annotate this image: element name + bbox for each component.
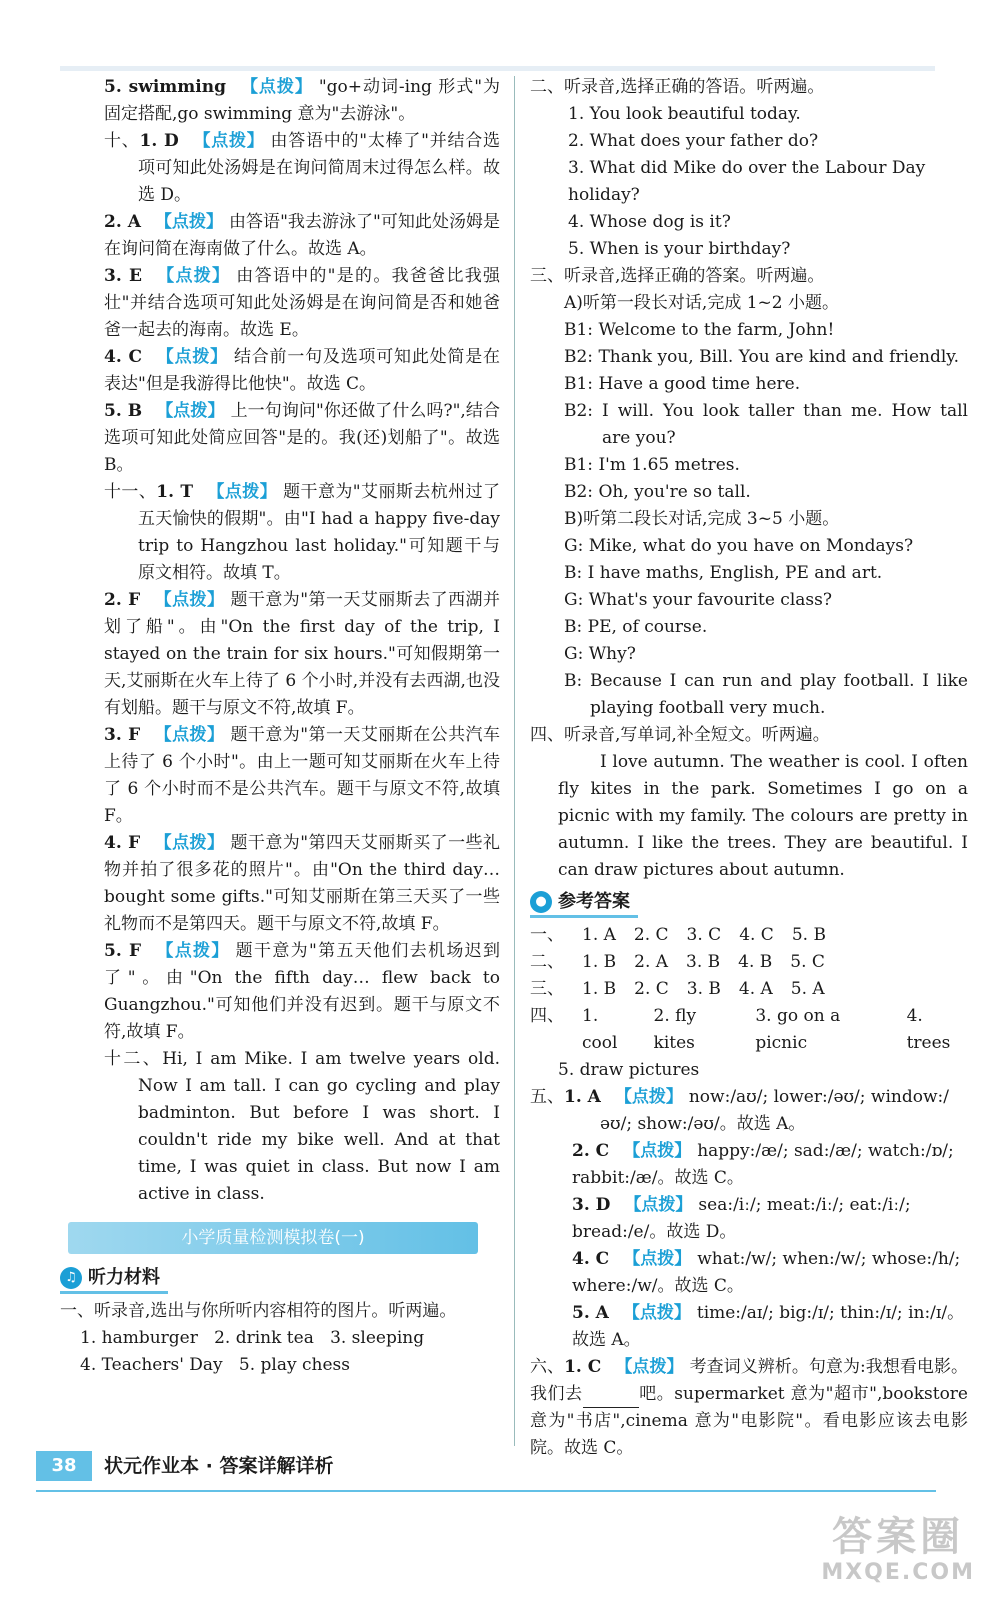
tip-label: 【点拨】 [156, 347, 228, 367]
answer-key: 4. A [738, 979, 773, 999]
list-item: 2. What does your father do? [568, 131, 819, 151]
dialogue-line: B: Because I can run and play football. I like playing football very much. [564, 671, 968, 718]
listening-heading-text: 听力材料 [88, 1267, 160, 1288]
answer-number: 4. C [572, 1249, 610, 1269]
listening-items-row [60, 1325, 500, 1352]
list-item: 4. Whose dog is it? [568, 212, 731, 232]
answer-number: 3. F [104, 725, 141, 745]
answer-row [530, 949, 968, 976]
section-heading: 二、听录音,选择正确的答语。听两遍。 [530, 77, 825, 97]
section-10 [60, 128, 500, 479]
answer-number: 4. F [104, 833, 141, 853]
tip-label: 【点拨】 [154, 212, 224, 232]
answer-item [530, 1246, 968, 1300]
answer-number: 1. T [156, 482, 194, 502]
list-item: 5. When is your birthday? [568, 239, 791, 259]
answer-number: 3. E [104, 266, 142, 286]
row-heading: 二、 [530, 952, 564, 972]
dialogue-line: B2: Oh, you're so tall. [564, 482, 751, 502]
dialogue-line: B: PE, of course. [564, 617, 708, 637]
answer-item [60, 128, 500, 209]
answer-item [530, 1354, 968, 1462]
list-item: 4. Teachers' Day [80, 1355, 223, 1375]
answer-number: 1. D [139, 131, 179, 151]
tip-label: 【点拨】 [154, 590, 225, 610]
answer-text: 吧。supermarket 意为"超市",bookstore 意为"书店",cinema 意为"电影院"。看电影应该去电影院。故选 C。 [530, 1384, 968, 1458]
watermark-logo: 答案圈 [832, 1514, 965, 1560]
answer-number: 5. F [104, 941, 142, 961]
answer-row [530, 922, 968, 949]
answers-heading [530, 888, 968, 918]
answer-key: 4. B [738, 952, 773, 972]
tip-label: 【点拨】 [192, 131, 265, 151]
answer-number: 5. A [572, 1303, 609, 1323]
fill-blank [583, 1389, 639, 1408]
answer-number: 3. D [572, 1195, 611, 1215]
dialogue-line: B1: Have a good time here. [564, 374, 801, 394]
column-divider [514, 76, 515, 1446]
answer-text: 题干意为"第四天艾丽斯买了一些礼物并拍了很多花的照片"。由"On the third day… bought some gifts."可知艾丽斯在第三天买了一些礼物而不是第四天。题干与原文不符,故填 F。 [104, 833, 500, 934]
answer-number: 2. F [104, 590, 141, 610]
list-item: 3. sleeping [330, 1328, 425, 1348]
answer-key: 1. B [582, 952, 617, 972]
answer-item [60, 722, 500, 830]
answer-text: 结合前一句及选项可知此处简是在表达"但是我游得比他快"。故选 C。 [104, 347, 501, 394]
passage-text: I love autumn. The weather is cool. I often fly kites in the park. Sometimes I go on a picnic with my family. The colours are pretty in autumn. I like the trees. They are beautiful. I can draw pictures about autumn. [558, 752, 968, 880]
row-heading: 三、 [530, 979, 564, 999]
tip-label: 【点拨】 [623, 1141, 692, 1161]
answer-number: 5. B [104, 401, 143, 421]
listening-heading-box [60, 1264, 168, 1294]
answer-text: 由答语中的"是的。我爸爸比我强壮"并结合选项可知此处汤姆是在询问简是否和她爸爸一起去的海南。故选 E。 [104, 266, 500, 340]
list-item: 3. What did Mike do over the Labour Day holiday? [568, 158, 926, 205]
answer-key: 1. cool [582, 1006, 618, 1053]
answer-text: 考查词义辨析。句意为:我想看电影。我们去 [530, 1357, 969, 1404]
tip-label: 【点拨】 [154, 725, 225, 745]
answer-item [60, 263, 500, 344]
answer-text: 题干意为"艾丽斯去杭州过了五天愉快的假期"。由"I had a happy five-day trip to Hangzhou last holiday."可知题干与原文相符。故填 T。 [138, 482, 500, 583]
footer-rule [36, 1490, 936, 1492]
dialogue-line: B2: Thank you, Bill. You are kind and friendly. [564, 347, 960, 367]
dialogue-line: G: Why? [564, 644, 636, 664]
tip-label: 【点拨】 [156, 401, 225, 421]
dialogue-line: B: I have maths, English, PE and art. [564, 563, 883, 583]
answer-item [530, 1138, 968, 1192]
answer-key: 5. C [790, 952, 825, 972]
answer-key: 5. A [790, 979, 825, 999]
answer-text: 由答语"我去游泳了"可知此处汤姆是在询问简在海南做了什么。故选 A。 [104, 212, 501, 259]
section-11 [60, 479, 500, 1046]
answer-item [60, 398, 500, 479]
listening-items-row [60, 1352, 500, 1379]
tip-label: 【点拨】 [614, 1087, 683, 1107]
answer-item [60, 74, 500, 128]
answers-heading-text: 参考答案 [558, 891, 630, 912]
dialogue-line: B1: Welcome to the farm, John! [564, 320, 835, 340]
top-rule [60, 66, 935, 71]
answer-number: 1. A [564, 1087, 601, 1107]
tip-label: 【点拨】 [622, 1303, 691, 1323]
answer-key: 4. C [739, 925, 774, 945]
list-item: 1. You look beautiful today. [568, 104, 801, 124]
headphones-icon: ♫ [60, 1267, 82, 1289]
answer-key: 2. fly kites [653, 1006, 697, 1053]
person-icon: ● [530, 891, 552, 913]
answer-item [530, 1192, 968, 1246]
answer-key: 1. A [582, 925, 616, 945]
answer-number: 2. A [104, 212, 141, 232]
page-footer [36, 1448, 936, 1484]
answer-item [60, 587, 500, 722]
answer-key: 5. draw pictures [558, 1060, 700, 1080]
answer-number: 4. C [104, 347, 142, 367]
dialogue-line: G: What's your favourite class? [564, 590, 832, 610]
answer-item [530, 1084, 968, 1138]
answer-key: 3. go on a picnic [755, 1006, 841, 1053]
answer-text: 上一句询问"你还做了什么吗?",结合选项可知此处简应回答"是的。我(还)划船了"。故选 B。 [104, 401, 501, 475]
answer-key: 5. B [791, 925, 826, 945]
essay-text: Hi, I am Mike. I am twelve years old. Now I am tall. I can go cycling and play badminton. But before I was short. I couldn't ride my bike well. And at that time, I was quiet in class. But now I am active in class. [138, 1049, 500, 1204]
answer-item [60, 938, 500, 1046]
page-number: 38 [36, 1451, 92, 1481]
test-banner: 小学质量检测模拟卷(一) [68, 1222, 478, 1254]
section-heading: 一、听录音,选出与你所听内容相符的图片。听两遍。 [60, 1301, 457, 1321]
book-title: 状元作业本 · 答案详解详析 [104, 1454, 334, 1477]
section-heading: 十二、 [104, 1049, 163, 1069]
answer-text: time:/aɪ/; big:/ɪ/; thin:/ɪ/; in:/ɪ/。故选 A。 [572, 1303, 965, 1350]
row-heading: 四、 [530, 1006, 564, 1026]
answer-row [530, 1003, 968, 1057]
answer-key: 3. B [686, 979, 721, 999]
section-heading: 三、听录音,选择正确的答案。听两遍。 [530, 266, 825, 286]
dialogue-line: B2: I will. You look taller than me. How tall are you? [564, 401, 968, 448]
answer-key: 3. B [686, 952, 721, 972]
tip-label: 【点拨】 [623, 1249, 692, 1269]
answer-item [530, 1300, 968, 1354]
answer-key: 2. A [634, 952, 669, 972]
answer-number: 1. C [564, 1357, 602, 1377]
watermark [821, 1514, 975, 1586]
answer-key: 4. trees [906, 1006, 951, 1053]
section-heading: 五、 [530, 1087, 564, 1107]
listening-heading [60, 1264, 500, 1294]
watermark-url: MXQE.COM [821, 1560, 975, 1585]
tip-label: 【点拨】 [155, 266, 231, 286]
sub-heading: A)听第一段长对话,完成 1~2 小题。 [564, 293, 839, 313]
section-heading: 四、听录音,写单词,补全短文。听两遍。 [530, 725, 830, 745]
answer-key: 2. C [634, 979, 669, 999]
section-heading: 十一、 [104, 482, 157, 502]
answer-item [60, 209, 500, 263]
tip-label: 【点拨】 [615, 1357, 684, 1377]
answer-number: 2. C [572, 1141, 610, 1161]
answer-item [60, 479, 500, 587]
answer-text: 题干意为"第一天艾丽斯去了西湖并划了船"。由"On the first day of the trip, I stayed on the train for six hours."可知假期第一天,艾丽斯在火车上待了 6 个小时,并没有去西湖,也没有划船。题干与原文不符,故填 F。 [104, 590, 500, 718]
dialogue-line: B1: I'm 1.65 metres. [564, 455, 740, 475]
answer-text: now:/aʊ/; lower:/əʊ/; window:/əʊ/; show:/əʊ/。故选 A。 [600, 1087, 949, 1134]
sub-heading: B)听第二段长对话,完成 3~5 小题。 [564, 509, 840, 529]
answer-key: 3. C [686, 925, 722, 945]
answer-number: 5. swimming [104, 77, 226, 97]
right-column [530, 74, 968, 1462]
tip-label: 【点拨】 [154, 833, 225, 853]
section-12 [60, 1046, 500, 1208]
list-item: 5. play chess [238, 1355, 350, 1375]
answer-text: sea:/iː/; meat:/iː/; eat:/iː/; bread:/e/。故选 D。 [572, 1195, 911, 1242]
answer-text: 由答语中的"太棒了"并结合选项可知此处汤姆是在询问简周末过得怎么样。故选 D。 [138, 131, 501, 205]
section-heading: 六、 [530, 1357, 565, 1377]
tip-label: 【点拨】 [239, 77, 313, 97]
answer-item [60, 830, 500, 938]
answer-text: "go+动词-ing 形式"为固定搭配,go swimming 意为"去游泳"。 [104, 77, 501, 124]
list-item: 1. hamburger [80, 1328, 198, 1348]
tip-label: 【点拨】 [207, 482, 278, 502]
answers-heading-box [530, 888, 638, 918]
tip-label: 【点拨】 [624, 1195, 693, 1215]
section-heading: 十、 [104, 131, 140, 151]
answer-text: 题干意为"第一天艾丽斯在公共汽车上待了 6 个小时"。由上一题可知艾丽斯在火车上待了 6 个小时而不是公共汽车。题干与原文不符,故填 F。 [104, 725, 500, 826]
list-item: 2. drink tea [214, 1328, 314, 1348]
answer-key: 1. B [582, 979, 617, 999]
left-column [60, 74, 500, 1379]
row-heading: 一、 [530, 925, 564, 945]
answer-row [530, 976, 968, 1003]
answer-text: happy:/æ/; sad:/æ/; watch:/ɒ/; rabbit:/æ/。故选 C。 [572, 1141, 954, 1188]
tip-label: 【点拨】 [155, 941, 230, 961]
answer-text: what:/w/; when:/w/; whose:/h/; where:/w/。故选 C。 [572, 1249, 961, 1296]
answer-item [60, 344, 500, 398]
answer-text: 题干意为"第五天他们去机场迟到了"。由"On the fifth day… flew back to Guangzhou."可知他们并没有迟到。题干与原文不符,故填 F。 [104, 941, 500, 1042]
answer-key: 2. C [633, 925, 669, 945]
dialogue-line: G: Mike, what do you have on Mondays? [564, 536, 914, 556]
